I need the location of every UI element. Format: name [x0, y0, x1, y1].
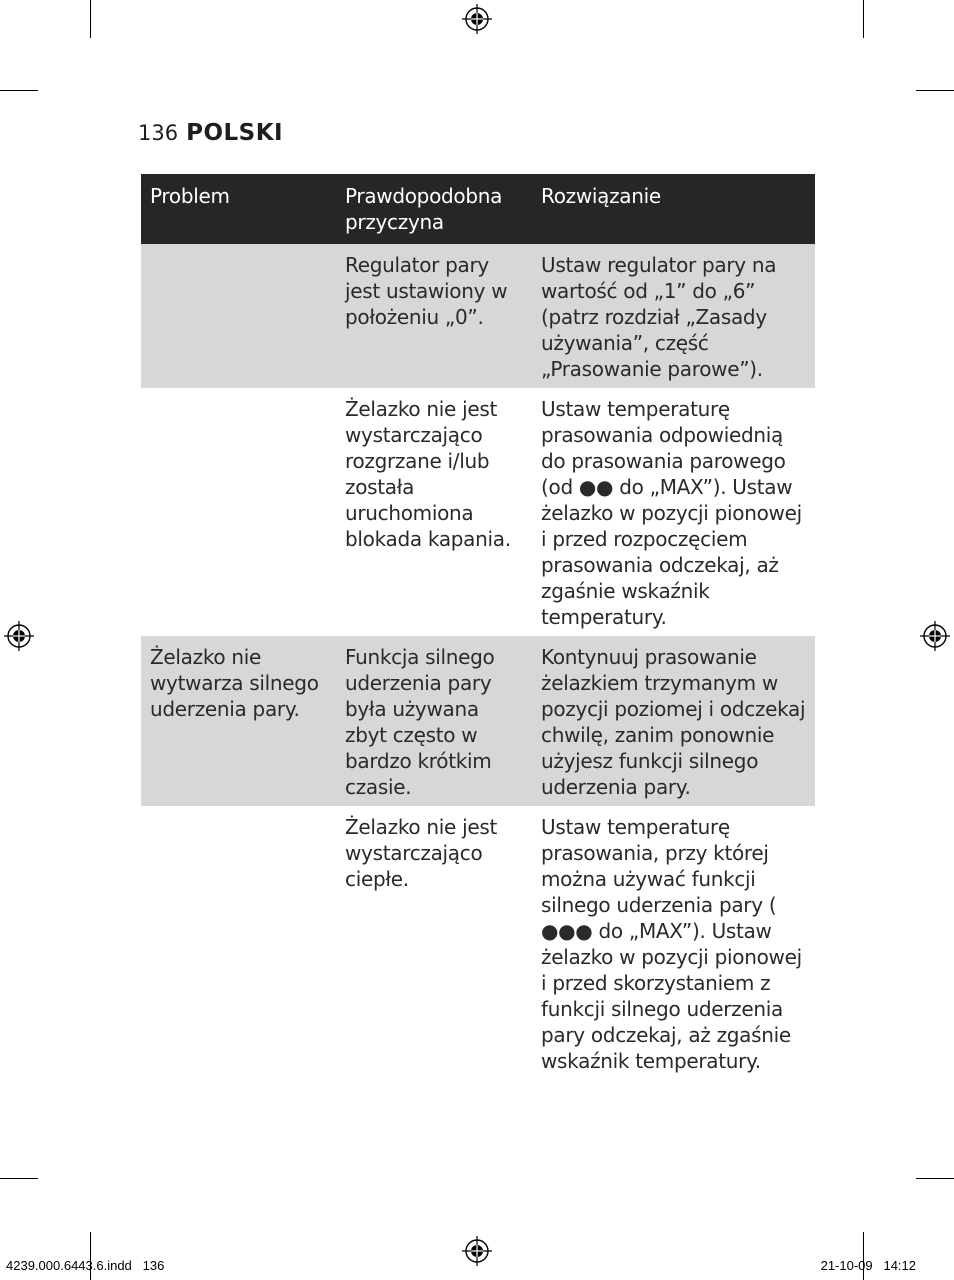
- page-number: 136: [138, 121, 179, 145]
- crop-mark: [916, 90, 954, 91]
- troubleshooting-table: [141, 174, 815, 1080]
- cause-cell: Regulator pary jest ustawiony w położeniu „0”.: [336, 244, 532, 388]
- registration-mark-icon: [920, 621, 950, 651]
- crop-mark: [916, 1178, 954, 1179]
- table-row: [141, 388, 815, 636]
- cause-cell: Żelazko nie jest wystarczająco ciepłe.: [345, 815, 497, 891]
- problem-cell: [141, 244, 336, 388]
- solution-cell: Ustaw temperaturę prasowania, przy której można używać funkcji silnego uderzenia pary ( ●●● do „MAX”). Ustaw żelazko w pozycji pionowej i przed skorzystaniem z funkcji silnego uderzenia pary odczekaj, aż zgaśnie wskaźnik temperatury.: [541, 815, 802, 1073]
- solution-cell: Ustaw temperaturę prasowania odpowiednią do prasowania parowego (od ●● do „MAX”). Ustaw żelazko w pozycji pionowej i przed rozpoczęciem prasowania odczekaj, aż zgaśnie wskaźnik temperatury.: [541, 397, 802, 629]
- language-heading: POLSKI: [186, 120, 284, 146]
- registration-mark-icon: [4, 621, 34, 651]
- table-row: [141, 244, 815, 388]
- crop-mark: [0, 1178, 38, 1179]
- page-header: [138, 120, 283, 146]
- problem-cell: [141, 806, 336, 1080]
- registration-mark-icon: [462, 4, 492, 34]
- solution-cell: Ustaw regulator pary na wartość od „1” do „6” (patrz rozdział „Zasady używania”, część „Prasowanie parowe”).: [532, 244, 815, 388]
- crop-mark: [0, 90, 38, 91]
- table-row: [141, 636, 815, 806]
- registration-mark-icon: [462, 1236, 492, 1266]
- crop-mark: [863, 0, 864, 38]
- problem-cell: [141, 388, 336, 636]
- table-row: [141, 806, 815, 1080]
- column-header-cause: Prawdopodobna przyczyna: [336, 174, 532, 244]
- cause-cell: Żelazko nie jest wystarczająco rozgrzane i/lub została uruchomiona blokada kapania.: [345, 397, 511, 551]
- problem-cell: Żelazko nie wytwarza silnego uderzenia pary.: [141, 636, 336, 806]
- cause-cell: Funkcja silnego uderzenia pary była używana zbyt często w bardzo krótkim czasie.: [336, 636, 532, 806]
- crop-mark: [90, 0, 91, 38]
- solution-cell: Kontynuuj prasowanie żelazkiem trzymanym w pozycji poziomej i odczekaj chwilę, zanim ponownie użyjesz funkcji silnego uderzenia pary.: [532, 636, 815, 806]
- column-header-problem: Problem: [141, 174, 336, 244]
- column-header-solution: Rozwiązanie: [532, 174, 815, 244]
- file-info: 4239.000.6443.6.indd 136: [6, 1258, 165, 1273]
- table-header-row: [141, 174, 815, 244]
- timestamp: 21-10-09 14:12: [820, 1258, 916, 1273]
